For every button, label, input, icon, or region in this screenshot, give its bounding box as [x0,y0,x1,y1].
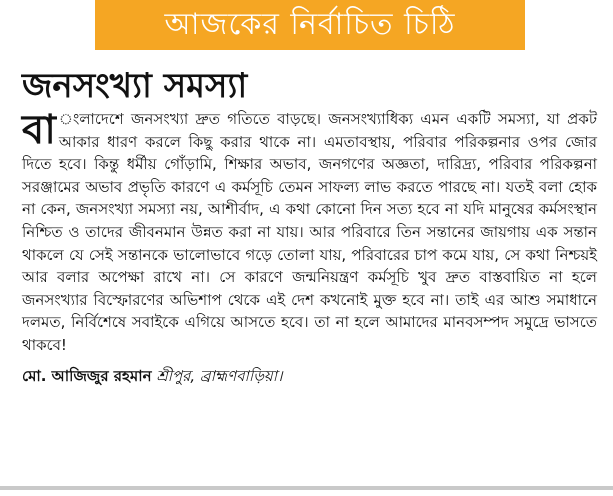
bottom-divider [0,486,613,490]
letter-headline: জনসংখ্যা সমস্যা [22,66,248,106]
section-banner [95,0,525,50]
author-name: মো. আজিজুর রহমান [22,366,152,385]
author-place: শ্রীপুর, ব্রাহ্মণবাড়িয়া। [156,366,283,385]
section-title: আজকের নির্বাচিত চিঠি [164,6,456,42]
dropcap: বা [22,107,56,153]
letter-signature [22,365,597,387]
letter-article [22,66,597,387]
letter-body-text: ংলাদেশে জনসংখ্যা দ্রুত গতিতে বাড়ছে। জনসংখ্যাধিক্য এমন একটি সমস্যা, যা প্রকট আকার ধারণ করলে কিছু করার থাকে না। এমতাবস্থায়, পরিবার পরিকল্পনার ওপর জোর দিতে হবে। কিন্তু ধর্মীয় গোঁড়ামি, শিক্ষার অভাব, জনগণের অজ্ঞতা, দারিদ্র্য, পরিবার পরিকল্পনা সরঞ্জামের অভাব প্রভৃতি কারণে এ কর্মসূচি তেমন সাফল্য লাভ করতে পারছে না। যতই বলা হোক না কেন, জনসংখ্যা সমস্যা নয়, আশীর্বাদ, এ কথা কোনো দিন সত্য হবে না যদি মানুষের কর্মসংস্থান নিশ্চিত ও তাদের জীবনমান উন্নত করা না যায়। আর পরিবারে তিন সন্তানের জায়গায় এক সন্তান থাকলে যে সেই সন্তানকে ভালোভাবে গড়ে তোলা যায়, পরিবারের চাপ কমে যায়, সে কথা নিশ্চয়ই আর বলার অপেক্ষা রাখে না। সে কারণে জন্মনিয়ন্ত্রণ কর্মসূচি খুব দ্রুত বাস্তবায়িত না হলে জনসংখ্যার বিস্ফোরণের অভিশাপ থেকে এই দেশ কখনোই মুক্ত হবে না। তাই এর আশু সমাধানে দলমত, নির্বিশেষে সবাইকে এগিয়ে আসতে হবে। তা না হলে আমাদের মানবসম্পদ সমুদ্রে ভাসতে থাকবে! [22,110,597,354]
letter-body [22,108,597,357]
